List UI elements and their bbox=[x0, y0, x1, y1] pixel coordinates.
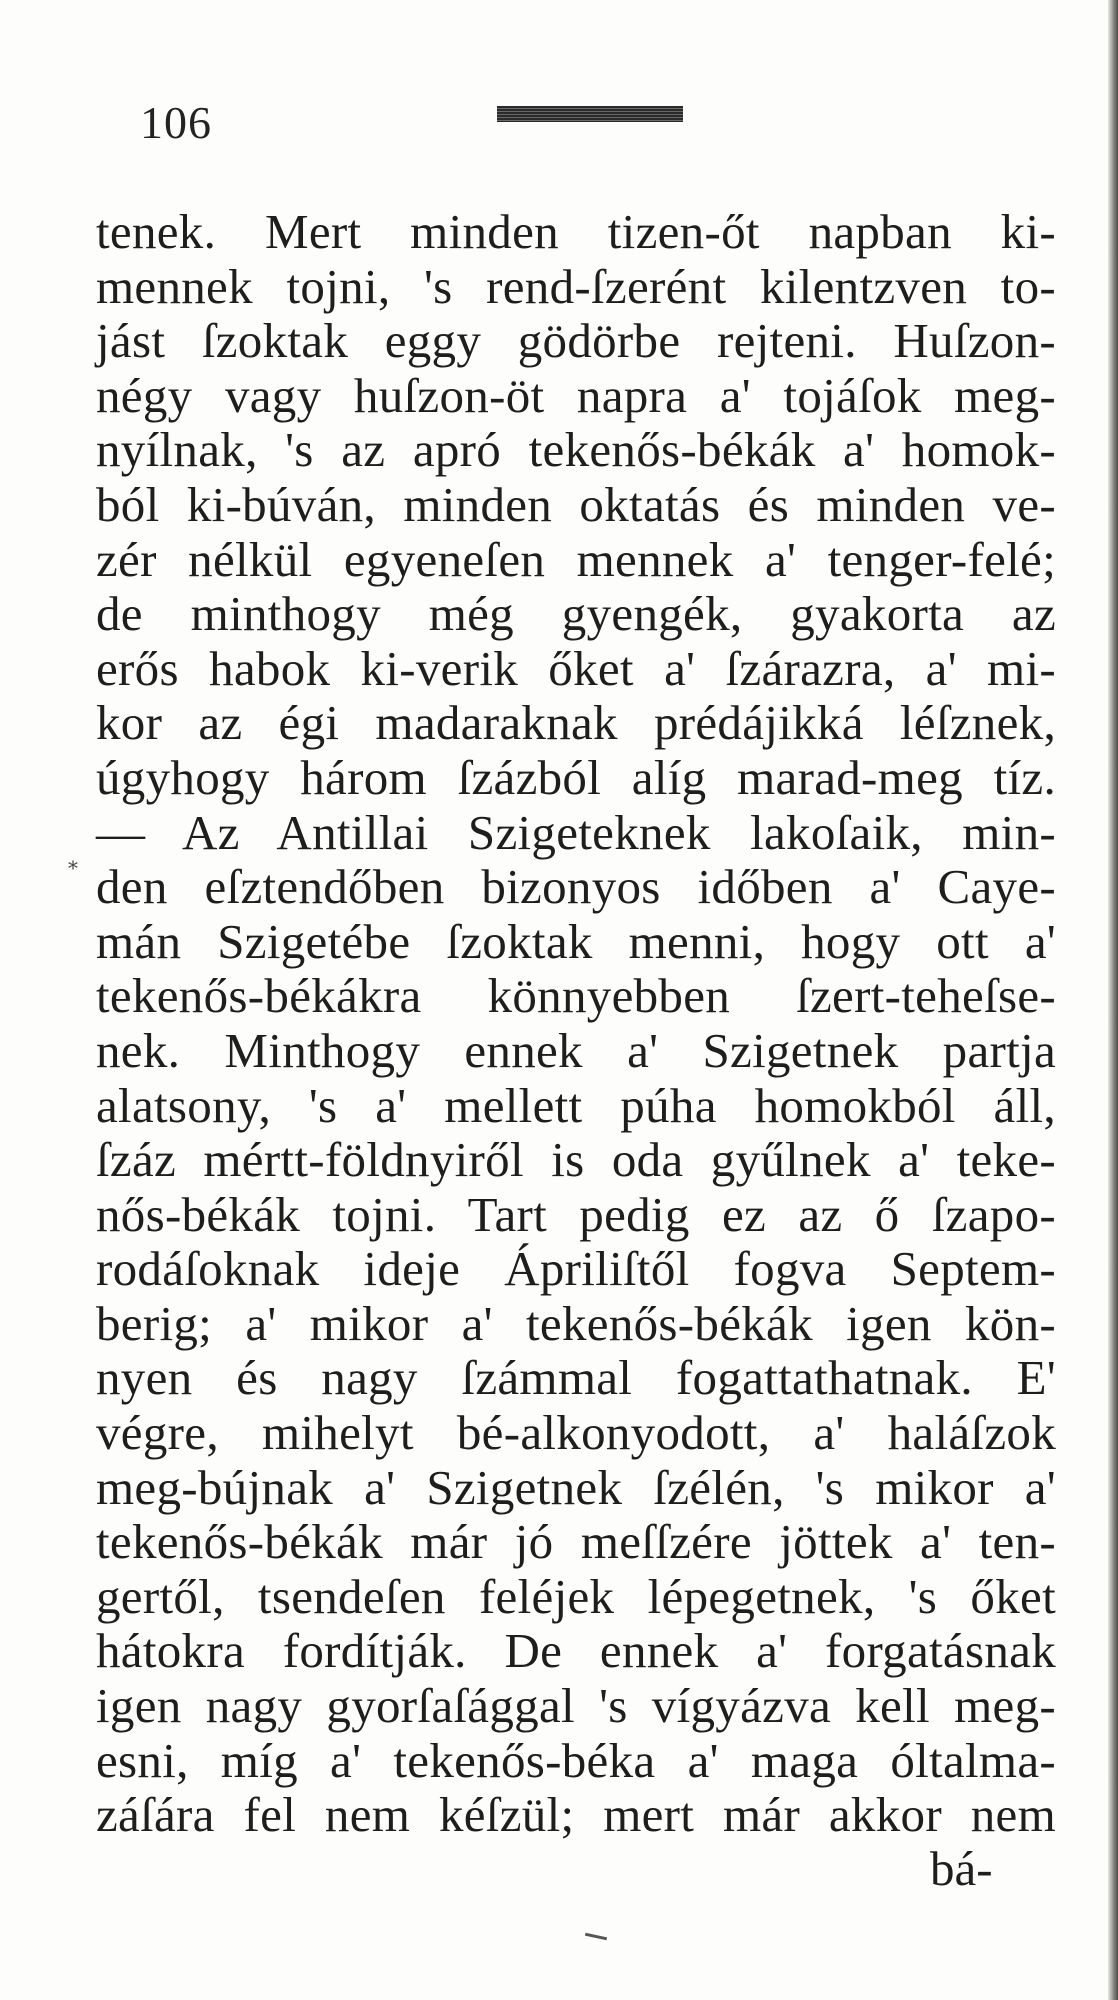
text-line: igen nagy gyorſaſággal 's vígyázva kell meg- bbox=[96, 1678, 1056, 1734]
text-line: hátokra fordítják. De ennek a' forgatásnak bbox=[96, 1623, 1056, 1679]
text-line: alatsony, 's a' mellett púha homokból áll, bbox=[96, 1077, 1056, 1133]
text-line: de minthogy még gyengék, gyakorta az bbox=[96, 586, 1056, 642]
header-ornament-rule bbox=[497, 106, 683, 122]
margin-mark: * bbox=[68, 856, 78, 880]
ink-mark bbox=[585, 1933, 607, 1941]
text-line: meg-bújnak a' Szigetnek ſzélén, 's mikor a' bbox=[96, 1459, 1056, 1515]
text-line: — Az Antillai Szigeteknek lakoſaik, min- bbox=[96, 804, 1056, 860]
text-line: végre, mihelyt bé-alkonyodott, a' haláſzok bbox=[96, 1405, 1056, 1461]
text-line: rodáſoknak ideje Ápriliſtől fogva Septem- bbox=[96, 1241, 1056, 1297]
text-line: mán Szigetébe ſzoktak menni, hogy ott a' bbox=[96, 913, 1056, 969]
text-line: tekenős-békákra könnyebben ſzert-teheſse- bbox=[96, 968, 1056, 1024]
page-edge-shadow bbox=[1108, 0, 1118, 2000]
text-line: tekenős-békák már jó meſſzére jöttek a' ten- bbox=[96, 1514, 1056, 1570]
text-line: berig; a' mikor a' tekenős-békák igen kön- bbox=[96, 1295, 1056, 1351]
text-line: négy vagy huſzon-öt napra a' tojáſok meg- bbox=[96, 367, 1056, 423]
text-line: nyílnak, 's az apró tekenős-békák a' homok- bbox=[96, 422, 1056, 478]
text-line: kor az égi madaraknak prédájikká léſznek, bbox=[96, 695, 1056, 751]
text-line: den eſztendőben bizonyos időben a' Caye- bbox=[96, 859, 1056, 915]
catchword: bá- bbox=[930, 1841, 993, 1896]
text-line: nyen és nagy ſzámmal fogattathatnak. E' bbox=[96, 1350, 1056, 1406]
text-line: mennek tojni, 's rend-ſzerént kilentzven to- bbox=[96, 258, 1056, 314]
text-line: zér nélkül egyeneſen mennek a' tenger-felé; bbox=[96, 531, 1056, 587]
text-line: záſára fel nem kéſzül; mert már akkor nem bbox=[96, 1787, 1056, 1843]
text-line: úgyhogy három ſzázból alíg marad-meg tíz. bbox=[96, 749, 1056, 805]
text-line: erős habok ki-verik őket a' ſzárazra, a' mi- bbox=[96, 640, 1056, 696]
body-text bbox=[96, 205, 1056, 1843]
text-line: gertől, tsendeſen feléjek lépegetnek, 's őket bbox=[96, 1568, 1056, 1624]
page-number: 106 bbox=[140, 97, 212, 148]
text-line: nek. Minthogy ennek a' Szigetnek partja bbox=[96, 1022, 1056, 1078]
text-line: jást ſzoktak eggy gödörbe rejteni. Huſzon- bbox=[96, 313, 1056, 369]
text-line: tenek. Mert minden tizen-őt napban ki- bbox=[96, 204, 1056, 259]
text-line: esni, míg a' tekenős-béka a' maga óltalma- bbox=[96, 1732, 1056, 1788]
text-line: ból ki-búván, minden oktatás és minden ve- bbox=[96, 476, 1056, 532]
text-line: ſzáz mértt-földnyiről is oda gyűlnek a' teke- bbox=[96, 1132, 1056, 1188]
text-line: nős-békák tojni. Tart pedig ez az ő ſzapo- bbox=[96, 1186, 1056, 1242]
